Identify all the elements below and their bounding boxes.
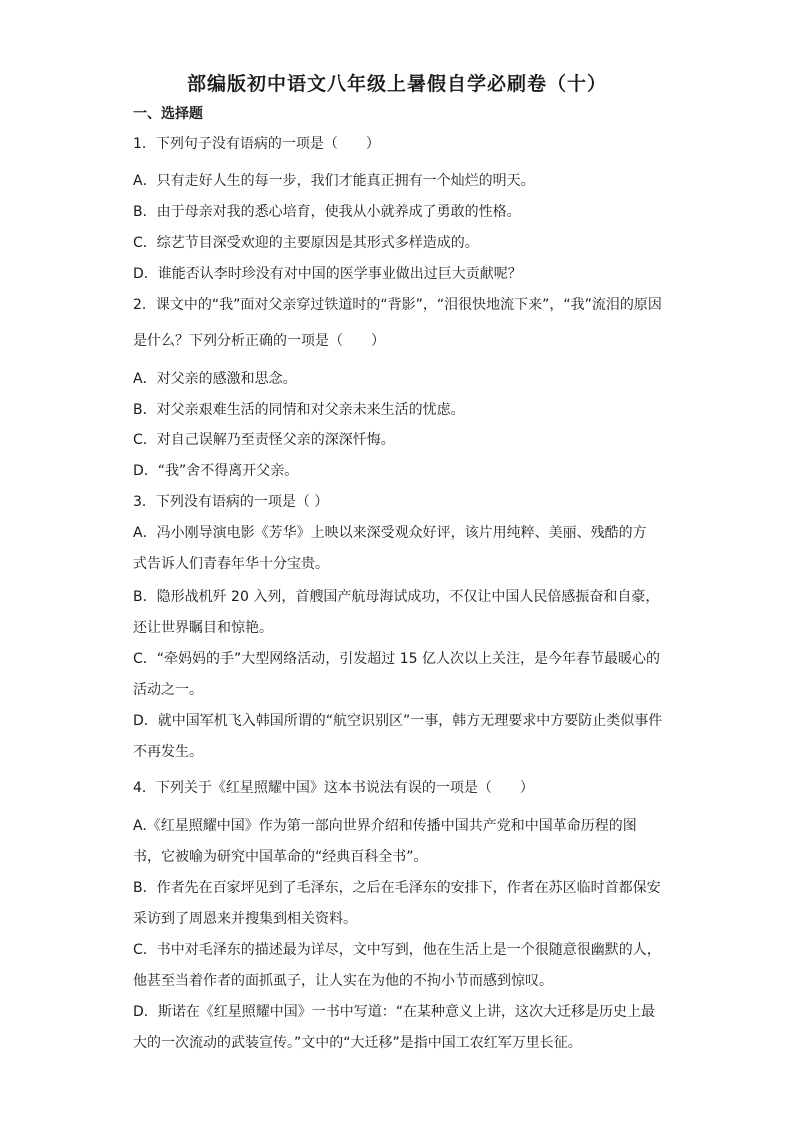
page-title: 部编版初中语文八年级上暑假自学必刷卷（十） [186,73,607,95]
question-3-option-b-line-1: B．隐形战机歼 20 入列，首艘国产航母海试成功，不仅让中国人民倍感振奋和自豪， [133,589,660,605]
question-4-option-b-line-2: 采访到了周恩来并搜集到相关资料。 [133,911,357,927]
question-2-stem-line-2: 是什么？下列分析正确的一项是（ ） [133,333,385,349]
question-1-option-c: C．综艺节目深受欢迎的主要原因是其形式多样造成的。 [133,235,479,251]
question-2-option-a: A．对父亲的感激和思念。 [133,371,297,387]
question-3-option-c-line-2: 活动之一。 [133,682,203,698]
question-3-option-d-line-2: 不再发生。 [133,744,203,760]
question-1-stem: 1．下列句子没有语病的一项是（ ） [133,136,380,152]
question-4-stem: 4．下列关于《红星照耀中国》这本书说法有误的一项是（ ） [133,780,534,796]
question-3-option-d-line-1: D．就中国军机飞入韩国所谓的“航空识别区”一事，韩方无理要求中方要防止类似事件 [133,713,663,729]
question-3-option-c-line-1: C．“牵妈妈的手”大型网络活动，引发超过 15 亿人次以上关注，是今年春节最暖心的 [133,651,660,667]
question-2-option-b: B．对父亲艰难生活的同情和对父亲未来生活的忧虑。 [133,402,465,418]
question-1-option-b: B．由于母亲对我的悉心培育，使我从小就养成了勇敢的性格。 [133,204,521,220]
question-4-option-b-line-1: B．作者先在百家坪见到了毛泽东，之后在毛泽东的安排下，作者在苏区临时首都保安 [133,880,661,896]
question-3-option-b-line-2: 还让世界瞩目和惊艳。 [133,620,273,636]
question-4-option-d-line-1: D．斯诺在《红星照耀中国》一书中写道：“在某种意义上讲，这次大迁移是历史上最 [133,1004,656,1020]
question-2-option-d: D．“我”舍不得离开父亲。 [133,463,299,479]
question-4-option-a-line-1: A.《红星照耀中国》作为第一部向世界介绍和传播中国共产党和中国革命历程的图 [133,818,637,834]
question-1-option-d: D．谁能否认李时珍没有对中国的医学事业做出过巨大贡献呢？ [133,266,522,282]
question-1-option-a: A．只有走好人生的每一步，我们才能真正拥有一个灿烂的明天。 [133,173,535,189]
question-3-stem: 3．下列没有语病的一项是（ ） [133,494,329,510]
question-4-option-a-line-2: 书，它被喻为研究中国革命的“经典百科全书”。 [133,849,428,865]
question-4-option-c-line-2: 他甚至当着作者的面抓虱子，让人实在为他的不拘小节而感到惊叹。 [133,973,553,989]
question-2-stem-line-1: 2．课文中的“我”面对父亲穿过铁道时的“背影”，“泪很快地流下来”，“我”流泪的原因 [133,297,662,313]
question-3-option-a-line-1: A．冯小刚导演电影《芳华》上映以来深受观众好评，该片用纯粹、美丽、残酷的方 [133,525,647,541]
section-heading: 一、选择题 [133,106,203,122]
question-3-option-a-line-2: 式告诉人们青春年华十分宝贵。 [133,556,329,572]
question-4-option-c-line-1: C．书中对毛泽东的描述最为详尽，文中写到，他在生活上是一个很随意很幽默的人， [133,942,661,958]
question-2-option-c: C．对自己误解乃至责怪父亲的深深忏悔。 [133,432,395,448]
question-4-option-d-line-2: 大的一次流动的武装宣传。”文中的“大迁移”是指中国工农红军万里长征。 [133,1035,582,1051]
